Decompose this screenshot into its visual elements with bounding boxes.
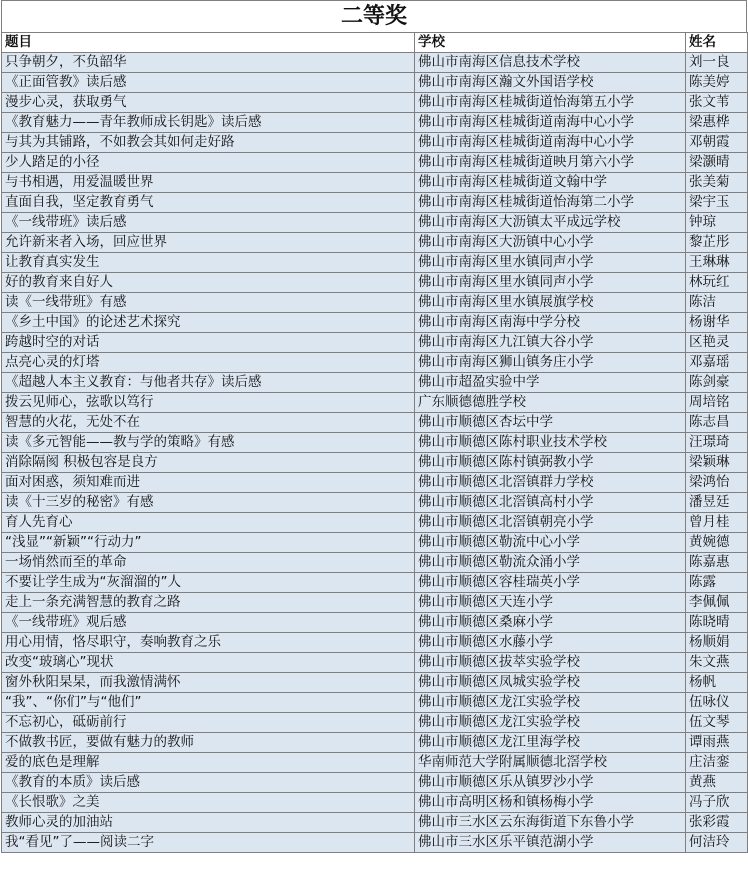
cell-school: 佛山市三水区乐平镇范湖小学 [415, 833, 686, 853]
cell-school: 佛山市顺德区龙江实验学校 [415, 693, 686, 713]
cell-school: 佛山市南海区狮山镇务庄小学 [415, 353, 686, 373]
cell-topic: 改变“玻璃心”现状 [2, 653, 415, 673]
cell-topic: 《乡土中国》的论述艺术探究 [2, 313, 415, 333]
cell-school: 佛山市顺德区桑麻小学 [415, 613, 686, 633]
cell-school: 佛山市顺德区勒流众涌小学 [415, 553, 686, 573]
table-row [2, 293, 748, 313]
table-row [2, 553, 748, 573]
cell-school: 佛山市高明区杨和镇杨梅小学 [415, 793, 686, 813]
cell-topic: 读《多元智能——教与学的策略》有感 [2, 433, 415, 453]
table-row [2, 453, 748, 473]
cell-name: 杨谢华 [686, 313, 748, 333]
cell-name: 梁惠桦 [686, 113, 748, 133]
table-row [2, 433, 748, 453]
cell-topic: 直面自我，坚定教育勇气 [2, 193, 415, 213]
table-row [2, 533, 748, 553]
cell-school: 佛山市南海区里水镇同声小学 [415, 253, 686, 273]
cell-school: 佛山市南海区桂城街道怡海第五小学 [415, 93, 686, 113]
cell-school: 佛山市顺德区陈村镇弼教小学 [415, 453, 686, 473]
cell-name: 区艳灵 [686, 333, 748, 353]
cell-school: 佛山市南海区大沥镇太平成远学校 [415, 213, 686, 233]
cell-name: 庄洁銮 [686, 753, 748, 773]
cell-topic: 窗外秋阳杲杲，而我激情满怀 [2, 673, 415, 693]
table-row [2, 133, 748, 153]
table-row [2, 233, 748, 253]
cell-name: 伍文琴 [686, 713, 748, 733]
cell-topic: 《正面管教》读后感 [2, 73, 415, 93]
table-row [2, 413, 748, 433]
cell-topic: 《一线带班》观后感 [2, 613, 415, 633]
cell-topic: 《一线带班》读后感 [2, 213, 415, 233]
table-row [2, 53, 748, 73]
cell-school: 佛山市顺德区容桂瑞英小学 [415, 573, 686, 593]
cell-topic: 我“看见”了——阅读二字 [2, 833, 415, 853]
table-row [2, 213, 748, 233]
table-body [2, 53, 748, 853]
cell-name: 陈美婷 [686, 73, 748, 93]
table-row [2, 273, 748, 293]
cell-topic: 消除隔阂 积极包容是良方 [2, 453, 415, 473]
cell-topic: 跨越时空的对话 [2, 333, 415, 353]
cell-topic: 与其为其铺路，不如教会其如何走好路 [2, 133, 415, 153]
table-row [2, 113, 748, 133]
cell-name: 陈志昌 [686, 413, 748, 433]
table-row [2, 713, 748, 733]
table-row [2, 673, 748, 693]
cell-school: 佛山市顺德区龙江实验学校 [415, 713, 686, 733]
cell-name: 周培铭 [686, 393, 748, 413]
cell-school: 佛山市顺德区凤城实验学校 [415, 673, 686, 693]
header-row [2, 33, 748, 53]
cell-topic: 《长恨歌》之美 [2, 793, 415, 813]
cell-topic: 与书相遇，用爱温暖世界 [2, 173, 415, 193]
cell-school: 佛山市南海区九江镇大谷小学 [415, 333, 686, 353]
cell-school: 佛山市顺德区龙江里海学校 [415, 733, 686, 753]
cell-name: 陈洁 [686, 293, 748, 313]
column-header-topic: 题目 [2, 33, 415, 53]
cell-school: 佛山市超盈实验中学 [415, 373, 686, 393]
cell-topic: 育人先育心 [2, 513, 415, 533]
cell-name: 刘一良 [686, 53, 748, 73]
table-row [2, 393, 748, 413]
cell-name: 林玩红 [686, 273, 748, 293]
table-row [2, 813, 748, 833]
cell-school: 佛山市南海区里水镇展旗学校 [415, 293, 686, 313]
cell-name: 陈剑豪 [686, 373, 748, 393]
table-row [2, 733, 748, 753]
table-row [2, 513, 748, 533]
cell-topic: 面对困惑，须知难而进 [2, 473, 415, 493]
table-row [2, 833, 748, 853]
cell-topic: 让教育真实发生 [2, 253, 415, 273]
table-row [2, 93, 748, 113]
cell-school: 佛山市顺德区北滘镇群力学校 [415, 473, 686, 493]
cell-name: 汪璟琦 [686, 433, 748, 453]
table-row [2, 753, 748, 773]
cell-topic: 不忘初心，砥砺前行 [2, 713, 415, 733]
cell-name: 李佩佩 [686, 593, 748, 613]
cell-topic: 读《一线带班》有感 [2, 293, 415, 313]
table-row [2, 593, 748, 613]
cell-school: 佛山市南海区桂城街道文翰中学 [415, 173, 686, 193]
cell-school: 华南师范大学附属顺德北滘学校 [415, 753, 686, 773]
table-row [2, 773, 748, 793]
table-row [2, 653, 748, 673]
cell-school: 佛山市南海区桂城街道南海中心小学 [415, 113, 686, 133]
cell-school: 佛山市顺德区北滘镇高村小学 [415, 493, 686, 513]
cell-school: 佛山市南海区里水镇同声小学 [415, 273, 686, 293]
cell-name: 何洁玲 [686, 833, 748, 853]
cell-name: 谭雨燕 [686, 733, 748, 753]
cell-name: 曾月桂 [686, 513, 748, 533]
table-row [2, 373, 748, 393]
column-header-school: 学校 [415, 33, 686, 53]
cell-name: 黎芷彤 [686, 233, 748, 253]
cell-topic: “浅显”“新颖”“行动力” [2, 533, 415, 553]
cell-name: 梁颖琳 [686, 453, 748, 473]
table-row [2, 633, 748, 653]
table-row [2, 473, 748, 493]
cell-topic: 读《十三岁的秘密》有感 [2, 493, 415, 513]
cell-school: 佛山市顺德区拔萃实验学校 [415, 653, 686, 673]
cell-name: 潘昱廷 [686, 493, 748, 513]
cell-school: 佛山市顺德区杏坛中学 [415, 413, 686, 433]
cell-topic: 拨云见师心，弦歌以笃行 [2, 393, 415, 413]
cell-topic: 《教育的本质》读后感 [2, 773, 415, 793]
sheet-title: 二等奖 [1, 0, 747, 32]
table-row [2, 193, 748, 213]
cell-topic: 用心用情，恪尽职守，奏响教育之乐 [2, 633, 415, 653]
table-row [2, 153, 748, 173]
cell-name: 陈露 [686, 573, 748, 593]
cell-school: 佛山市顺德区北滘镇朝亮小学 [415, 513, 686, 533]
table-row [2, 493, 748, 513]
cell-name: 邓嘉瑶 [686, 353, 748, 373]
table-row [2, 333, 748, 353]
cell-school: 佛山市南海区信息技术学校 [415, 53, 686, 73]
cell-school: 佛山市顺德区勒流中心小学 [415, 533, 686, 553]
cell-topic: 漫步心灵，获取勇气 [2, 93, 415, 113]
cell-name: 邓朝霞 [686, 133, 748, 153]
cell-school: 佛山市南海区桂城街道映月第六小学 [415, 153, 686, 173]
cell-topic: 不做教书匠，要做有魅力的教师 [2, 733, 415, 753]
cell-name: 张美菊 [686, 173, 748, 193]
table-row [2, 173, 748, 193]
cell-topic: 一场悄然而至的革命 [2, 553, 415, 573]
cell-name: 梁鸿怡 [686, 473, 748, 493]
column-header-name: 姓名 [686, 33, 748, 53]
table-row [2, 573, 748, 593]
cell-school: 广东顺德德胜学校 [415, 393, 686, 413]
cell-name: 黄婉德 [686, 533, 748, 553]
cell-topic: 只争朝夕，不负韶华 [2, 53, 415, 73]
table-row [2, 353, 748, 373]
cell-name: 梁宇玉 [686, 193, 748, 213]
table-row [2, 253, 748, 273]
cell-name: 陈嘉惠 [686, 553, 748, 573]
cell-name: 黄燕 [686, 773, 748, 793]
cell-topic: 教师心灵的加油站 [2, 813, 415, 833]
award-table [1, 32, 748, 853]
cell-topic: 不要让学生成为“灰溜溜的”人 [2, 573, 415, 593]
cell-topic: 走上一条充满智慧的教育之路 [2, 593, 415, 613]
cell-name: 伍咏仪 [686, 693, 748, 713]
table-row [2, 613, 748, 633]
cell-school: 佛山市南海区大沥镇中心小学 [415, 233, 686, 253]
cell-school: 佛山市三水区云东海街道下东鲁小学 [415, 813, 686, 833]
cell-school: 佛山市南海区桂城街道南海中心小学 [415, 133, 686, 153]
cell-school: 佛山市顺德区水藤小学 [415, 633, 686, 653]
cell-topic: 好的教育来自好人 [2, 273, 415, 293]
cell-name: 朱文燕 [686, 653, 748, 673]
cell-topic: 点亮心灵的灯塔 [2, 353, 415, 373]
cell-name: 梁灏晴 [686, 153, 748, 173]
cell-school: 佛山市顺德区乐从镇罗沙小学 [415, 773, 686, 793]
table-row [2, 793, 748, 813]
cell-name: 冯子欣 [686, 793, 748, 813]
cell-name: 陈晓晴 [686, 613, 748, 633]
cell-topic: 《超越人本主义教育：与他者共存》读后感 [2, 373, 415, 393]
table-row [2, 693, 748, 713]
cell-name: 钟琼 [686, 213, 748, 233]
table-row [2, 313, 748, 333]
cell-name: 张文苇 [686, 93, 748, 113]
cell-topic: 少人踏足的小径 [2, 153, 415, 173]
cell-topic: 《教育魅力——青年教师成长钥匙》读后感 [2, 113, 415, 133]
cell-topic: 爱的底色是理解 [2, 753, 415, 773]
cell-name: 张彩霞 [686, 813, 748, 833]
cell-school: 佛山市南海区桂城街道怡海第二小学 [415, 193, 686, 213]
cell-school: 佛山市南海区瀚文外国语学校 [415, 73, 686, 93]
table-row [2, 73, 748, 93]
cell-school: 佛山市南海区南海中学分校 [415, 313, 686, 333]
cell-school: 佛山市顺德区陈村职业技术学校 [415, 433, 686, 453]
cell-topic: 智慧的火花，无处不在 [2, 413, 415, 433]
cell-topic: 允许新来者入场，回应世界 [2, 233, 415, 253]
cell-name: 杨帆 [686, 673, 748, 693]
cell-name: 杨顺娟 [686, 633, 748, 653]
cell-topic: “我”、“你们”与“他们” [2, 693, 415, 713]
award-sheet [1, 0, 747, 853]
cell-name: 王琳琳 [686, 253, 748, 273]
cell-school: 佛山市顺德区天连小学 [415, 593, 686, 613]
